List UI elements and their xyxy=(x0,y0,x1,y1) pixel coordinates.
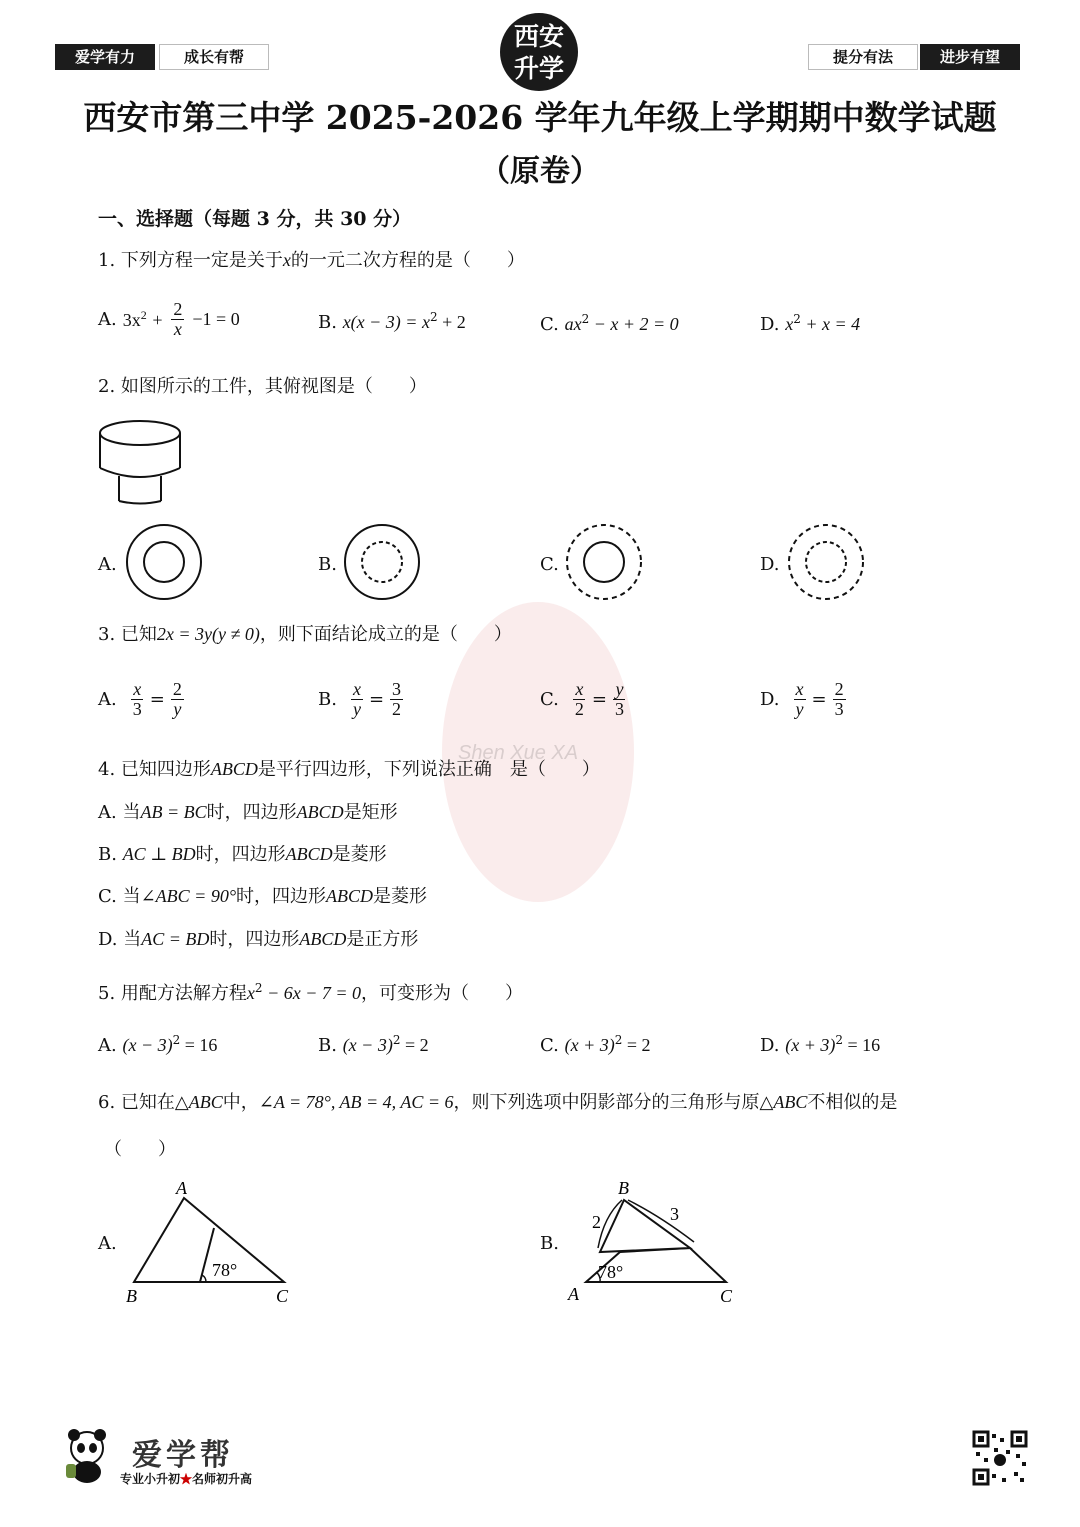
q3-option-a[interactable]: A. $\frac{x}{3}$ = $\frac{2}{y}$ xyxy=(98,679,182,719)
q1-option-a[interactable]: A. $3x^2$ + $\frac{2}{x}$ −1 = 0 xyxy=(98,299,240,339)
qr-code-icon[interactable] xyxy=(972,1430,1028,1486)
right-slogan-1: 提分有法 xyxy=(808,44,918,70)
page-subtitle: （原卷） xyxy=(480,154,600,189)
q6-option-a-figure[interactable] xyxy=(118,1176,308,1311)
question-6-paren: （ ） xyxy=(104,1139,176,1160)
q5-option-d[interactable]: D. $(x + 3)^2 = 16$ xyxy=(760,1033,881,1056)
left-slogan-1: 爱学有力 xyxy=(55,44,155,70)
q4-option-b[interactable]: B. AC ⊥ BD时，四边形ABCD是菱形 xyxy=(98,844,387,865)
footer-brand: 爱学帮 xyxy=(132,1439,234,1472)
logo-line2: 升学 xyxy=(513,54,564,83)
q4-option-a[interactable]: A. 当AB = BC时，四边形ABCD是矩形 xyxy=(98,802,398,823)
question-5: 5. 用配方法解方程$x^2 - 6x - 7 = 0$，可变形为（ ） xyxy=(98,981,523,1004)
page-title: 西安市第三中学 2025-2026 学年九年级上学期期中数学试题 xyxy=(83,98,997,137)
q2-label-a[interactable]: A. xyxy=(98,554,117,575)
q4-option-d[interactable]: D. 当AC = BD时，四边形ABCD是正方形 xyxy=(98,929,419,950)
q1-option-d[interactable]: D. $x^2 + x = 4$ xyxy=(760,312,861,335)
q2-label-d[interactable]: D. xyxy=(760,554,780,575)
q2-option-d-figure[interactable] xyxy=(786,522,866,602)
q6-label-b[interactable]: B. xyxy=(540,1233,559,1254)
question-6: 6. 已知在△ABC中，∠A = 78°, AB = 4, AC = 6，则下列选项中阴影部分的三角形与原△ABC不相似的是 xyxy=(98,1092,898,1113)
q2-label-c[interactable]: C. xyxy=(540,554,559,575)
q4-option-c[interactable]: C. 当∠ABC = 90°时，四边形ABCD是菱形 xyxy=(98,886,428,907)
q6a-angle: 78° xyxy=(212,1260,238,1280)
q2-option-c-figure[interactable] xyxy=(564,522,644,602)
logo-line1: 西安 xyxy=(513,22,564,51)
q5-option-b[interactable]: B. $(x - 3)^2 = 2$ xyxy=(318,1033,429,1056)
q6b-side-3: 3 xyxy=(670,1204,679,1224)
question-2: 2. 如图所示的工件，其俯视图是（ ） xyxy=(98,376,427,397)
footer-tagline: 专业小升初★名师初升高 xyxy=(120,1472,253,1486)
left-slogan-banner xyxy=(55,44,270,70)
q6a-vertex-b: B xyxy=(126,1286,137,1306)
q2-option-b-figure[interactable] xyxy=(342,522,422,602)
q3-option-b[interactable]: B. $\frac{x}{y}$ = $\frac{3}{2}$ xyxy=(318,679,402,719)
workpiece-figure xyxy=(96,416,186,506)
section-heading: 一、选择题（每题 3 分，共 30 分） xyxy=(98,208,412,230)
xian-shengxue-logo xyxy=(500,13,578,91)
question-4: 4. 已知四边形ABCD是平行四边形，下列说法正确 是（ ） xyxy=(98,759,600,780)
q6b-vertex-b: B xyxy=(618,1178,629,1198)
q6b-vertex-c: C xyxy=(720,1286,733,1306)
q6a-vertex-a: A xyxy=(176,1178,187,1198)
q3-option-d[interactable]: D. $\frac{x}{y}$ = $\frac{2}{3}$ xyxy=(760,679,844,719)
q6b-side-2: 2 xyxy=(592,1212,601,1232)
question-3: 3. 已知2x = 3y(y ≠ 0)，则下面结论成立的是（ ） xyxy=(98,624,512,645)
panda-mascot-icon xyxy=(62,1428,112,1484)
q5-option-a[interactable]: A. $(x - 3)^2 = 16$ xyxy=(98,1033,218,1056)
watermark-text: Shen Xue XA xyxy=(458,742,579,764)
q6b-angle: 78° xyxy=(598,1262,624,1282)
q3-option-c[interactable]: C. $\frac{x}{2}$ = $\frac{y}{3}$ xyxy=(540,679,624,719)
question-1: 1. 下列方程一定是关于x的一元二次方程的是（ ） xyxy=(98,250,525,271)
q6a-vertex-c: C xyxy=(276,1286,289,1306)
q6-label-a[interactable]: A. xyxy=(98,1233,117,1254)
q6-option-b-figure[interactable] xyxy=(560,1176,750,1311)
right-slogan-2: 进步有望 xyxy=(920,44,1020,70)
q1-option-c[interactable]: C. $ax^2 - x + 2 = 0$ xyxy=(540,312,679,335)
q6b-vertex-a: A xyxy=(568,1284,579,1304)
left-slogan-2: 成长有帮 xyxy=(159,44,269,70)
q5-option-c[interactable]: C. $(x + 3)^2 = 2$ xyxy=(540,1033,651,1056)
right-slogan-banner xyxy=(808,44,1023,70)
q1-option-b[interactable]: B. $x(x - 3) = x^2 + 2$ xyxy=(318,310,466,333)
q2-label-b[interactable]: B. xyxy=(318,554,337,575)
q2-option-a-figure[interactable] xyxy=(124,522,204,602)
